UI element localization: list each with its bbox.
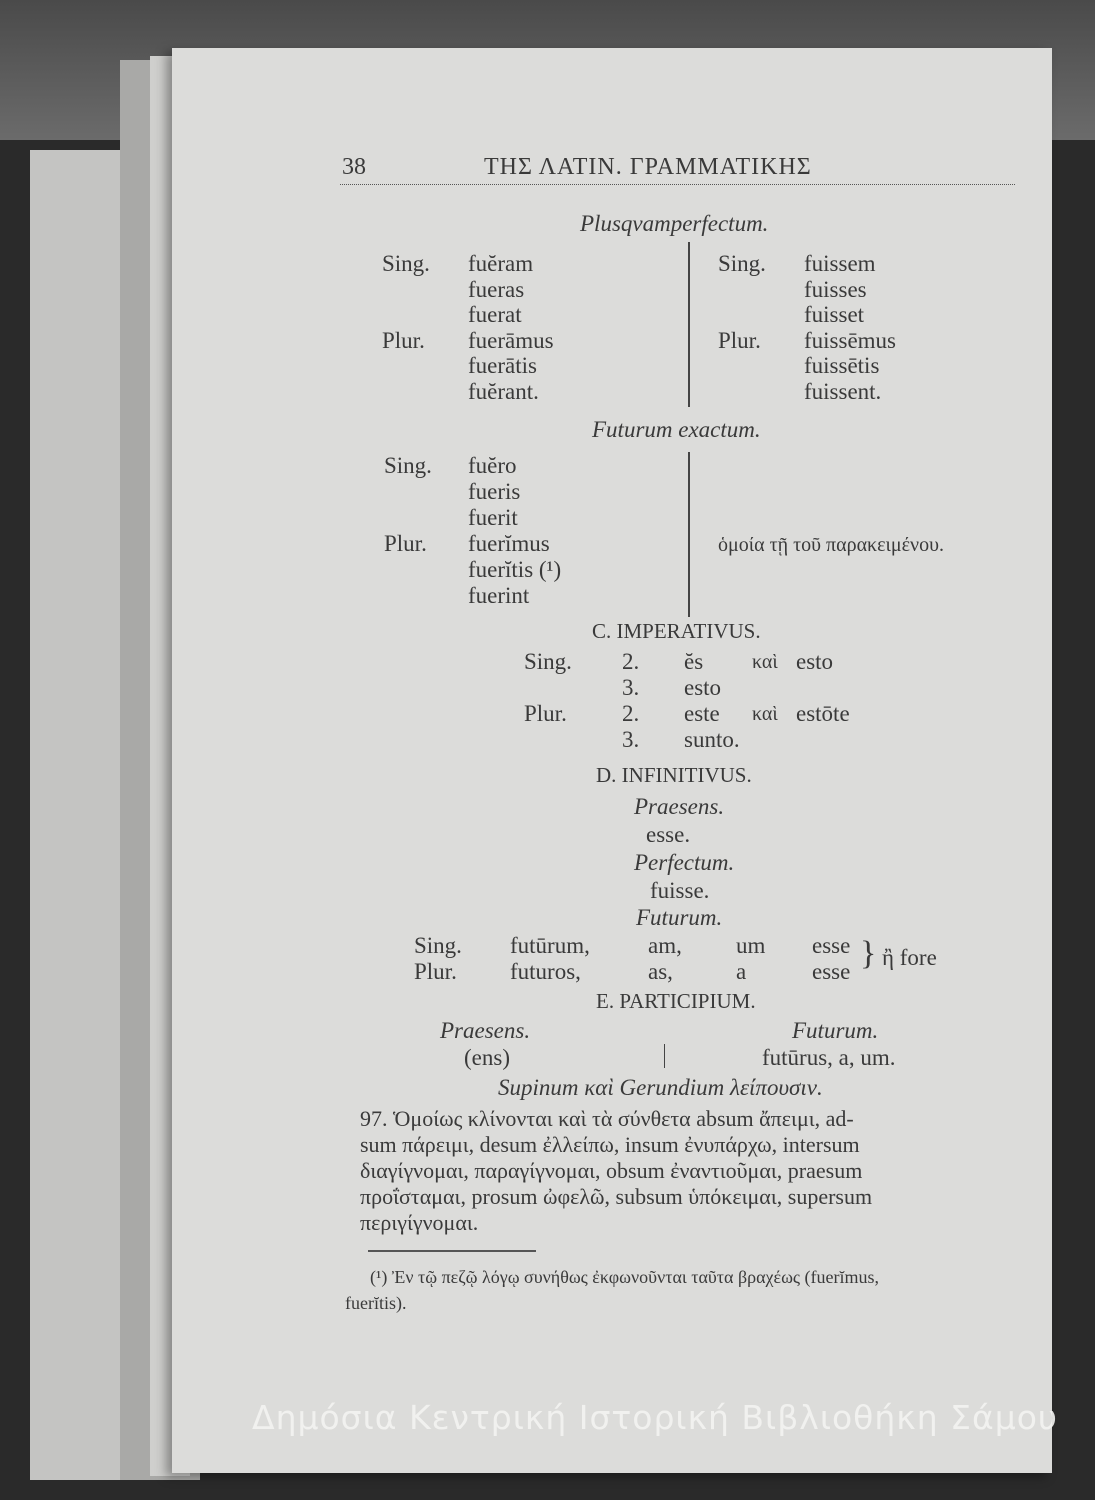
verb-form: fuerit (468, 505, 518, 530)
number-label: Plur. (382, 327, 425, 353)
plusquam-heading: Plusqvamperfectum. (580, 211, 769, 236)
number-label: Sing. (414, 933, 462, 958)
person-number: 2. (622, 701, 640, 726)
ending: um (736, 933, 766, 958)
verb-form: fuerint (468, 583, 530, 608)
infinitivus-futurum-label: Futurum. (636, 905, 723, 930)
page-number: 38 (342, 154, 366, 180)
number-label: Plur. (414, 959, 457, 984)
verb-form: fuerātis (468, 353, 537, 378)
supinum-line: Supinum καὶ Gerundium λείπουσιν. (498, 1075, 823, 1100)
verb-form: fuisset (804, 302, 865, 327)
paragraph-line: προΐσταμαι, prosum ὠφελῶ, subsum ὑπόκειμαι, supersum (360, 1184, 873, 1209)
verb-form: fuerĭtis (¹) (468, 557, 562, 582)
plusquam-divider (688, 242, 690, 407)
header-rule (340, 184, 1015, 185)
verb-form: fueris (468, 479, 521, 504)
ending: a (736, 959, 747, 984)
verb-form: fuĕram (468, 251, 534, 276)
conjunction: καὶ (752, 703, 778, 725)
infinitivus-perfectum-label: Perfectum. (634, 850, 735, 875)
verb-form: fuĕro (468, 453, 517, 478)
running-title: ΤΗΣ ΛΑΤΙΝ. ΓΡΑΜΜΑΤΙΚΗΣ (484, 154, 812, 180)
number-label: Sing. (384, 453, 432, 478)
verb-form: fuerat (468, 302, 522, 327)
infinitivus-praesens: esse. (646, 822, 691, 847)
number-label: Sing. (382, 251, 430, 276)
imperativus-heading: C. IMPERATIVUS. (592, 619, 761, 643)
verb-form: fuissēmus (804, 327, 896, 353)
participium-futurum-label: Futurum. (792, 1018, 879, 1043)
number-label: Plur. (384, 531, 427, 556)
footnote-line: (¹) Ἐν τῷ πεζῷ λόγῳ συνήθως ἐκφωνοῦνται ταῦτα βραχέως (fuerĭmus, (370, 1267, 880, 1287)
ending: am, (648, 933, 682, 958)
infinitivus-praesens-label: Praesens. (634, 794, 725, 819)
verb-form: ĕs (684, 649, 704, 674)
verb-form: esto (684, 675, 722, 700)
infinitivus-brace: } (860, 935, 877, 972)
participium-heading: E. PARTICIPIUM. (596, 989, 756, 1013)
verb-form: fuerāmus (468, 327, 554, 353)
verb-form: fuissent. (804, 378, 882, 404)
infinitivus-heading: D. INFINITIVUS. (596, 763, 752, 787)
participium-futurum: futūrus, a, um. (762, 1045, 896, 1070)
number-label: Sing. (524, 649, 572, 674)
infinitivus-alt: ἢ fore (882, 945, 937, 970)
verb-form: esse (812, 933, 851, 958)
footnote-rule (368, 1250, 536, 1252)
paragraph-line: περιγίγνομαι. (360, 1210, 479, 1235)
person-number: 2. (622, 649, 640, 674)
footnote-line: fuerĭtis). (345, 1293, 407, 1313)
verb-form: fuissem (804, 251, 876, 276)
person-number: 3. (622, 727, 640, 752)
conjunction: καὶ (752, 651, 778, 673)
futurum-exactum-heading: Futurum exactum. (592, 417, 761, 442)
person-number: 3. (622, 675, 640, 700)
futurum-exactum-divider (688, 452, 690, 617)
verb-form: fuisses (804, 276, 867, 302)
number-label: Plur. (524, 701, 567, 726)
participium-divider (664, 1044, 665, 1068)
infinitivus-perfectum: fuisse. (650, 878, 710, 903)
verb-form: estōte (796, 701, 850, 726)
verb-form: fueras (468, 276, 525, 302)
verb-form: fuissētis (804, 353, 880, 378)
paragraph-line: 97. Ὁμοίως κλίνονται καὶ τὰ σύνθετα absum ἄπειμι, ad- (360, 1106, 854, 1131)
book-page (172, 48, 1052, 1473)
verb-form: sunto. (684, 727, 740, 752)
number-label: Plur. (718, 327, 761, 353)
ending: as, (648, 959, 673, 984)
verb-form: futuros, (510, 959, 581, 984)
participium-praesens-label: Praesens. (440, 1018, 531, 1043)
futurum-exactum-note: ὁμοία τῇ τοῦ παρακειμένου. (718, 534, 944, 556)
paragraph-line: διαγίγνομαι, παραγίγνομαι, obsum ἐναντιοῦμαι, praesum (360, 1158, 863, 1183)
verb-form: fuĕrant. (468, 378, 539, 404)
paragraph-line: sum πάρειμι, desum ἐλλείπω, insum ἐνυπάρχω, intersum (360, 1132, 860, 1157)
verb-form: esto (796, 649, 834, 674)
number-label: Sing. (718, 251, 766, 276)
participium-praesens: (ens) (464, 1045, 510, 1070)
verb-form: este (684, 701, 720, 726)
verb-form: esse (812, 959, 851, 984)
library-watermark: Δημόσια Κεντρική Ιστορική Βιβλιοθήκη Σάμου (252, 1398, 1059, 1437)
verb-form: futūrum, (510, 933, 590, 958)
verb-form: fuerĭmus (468, 531, 550, 556)
